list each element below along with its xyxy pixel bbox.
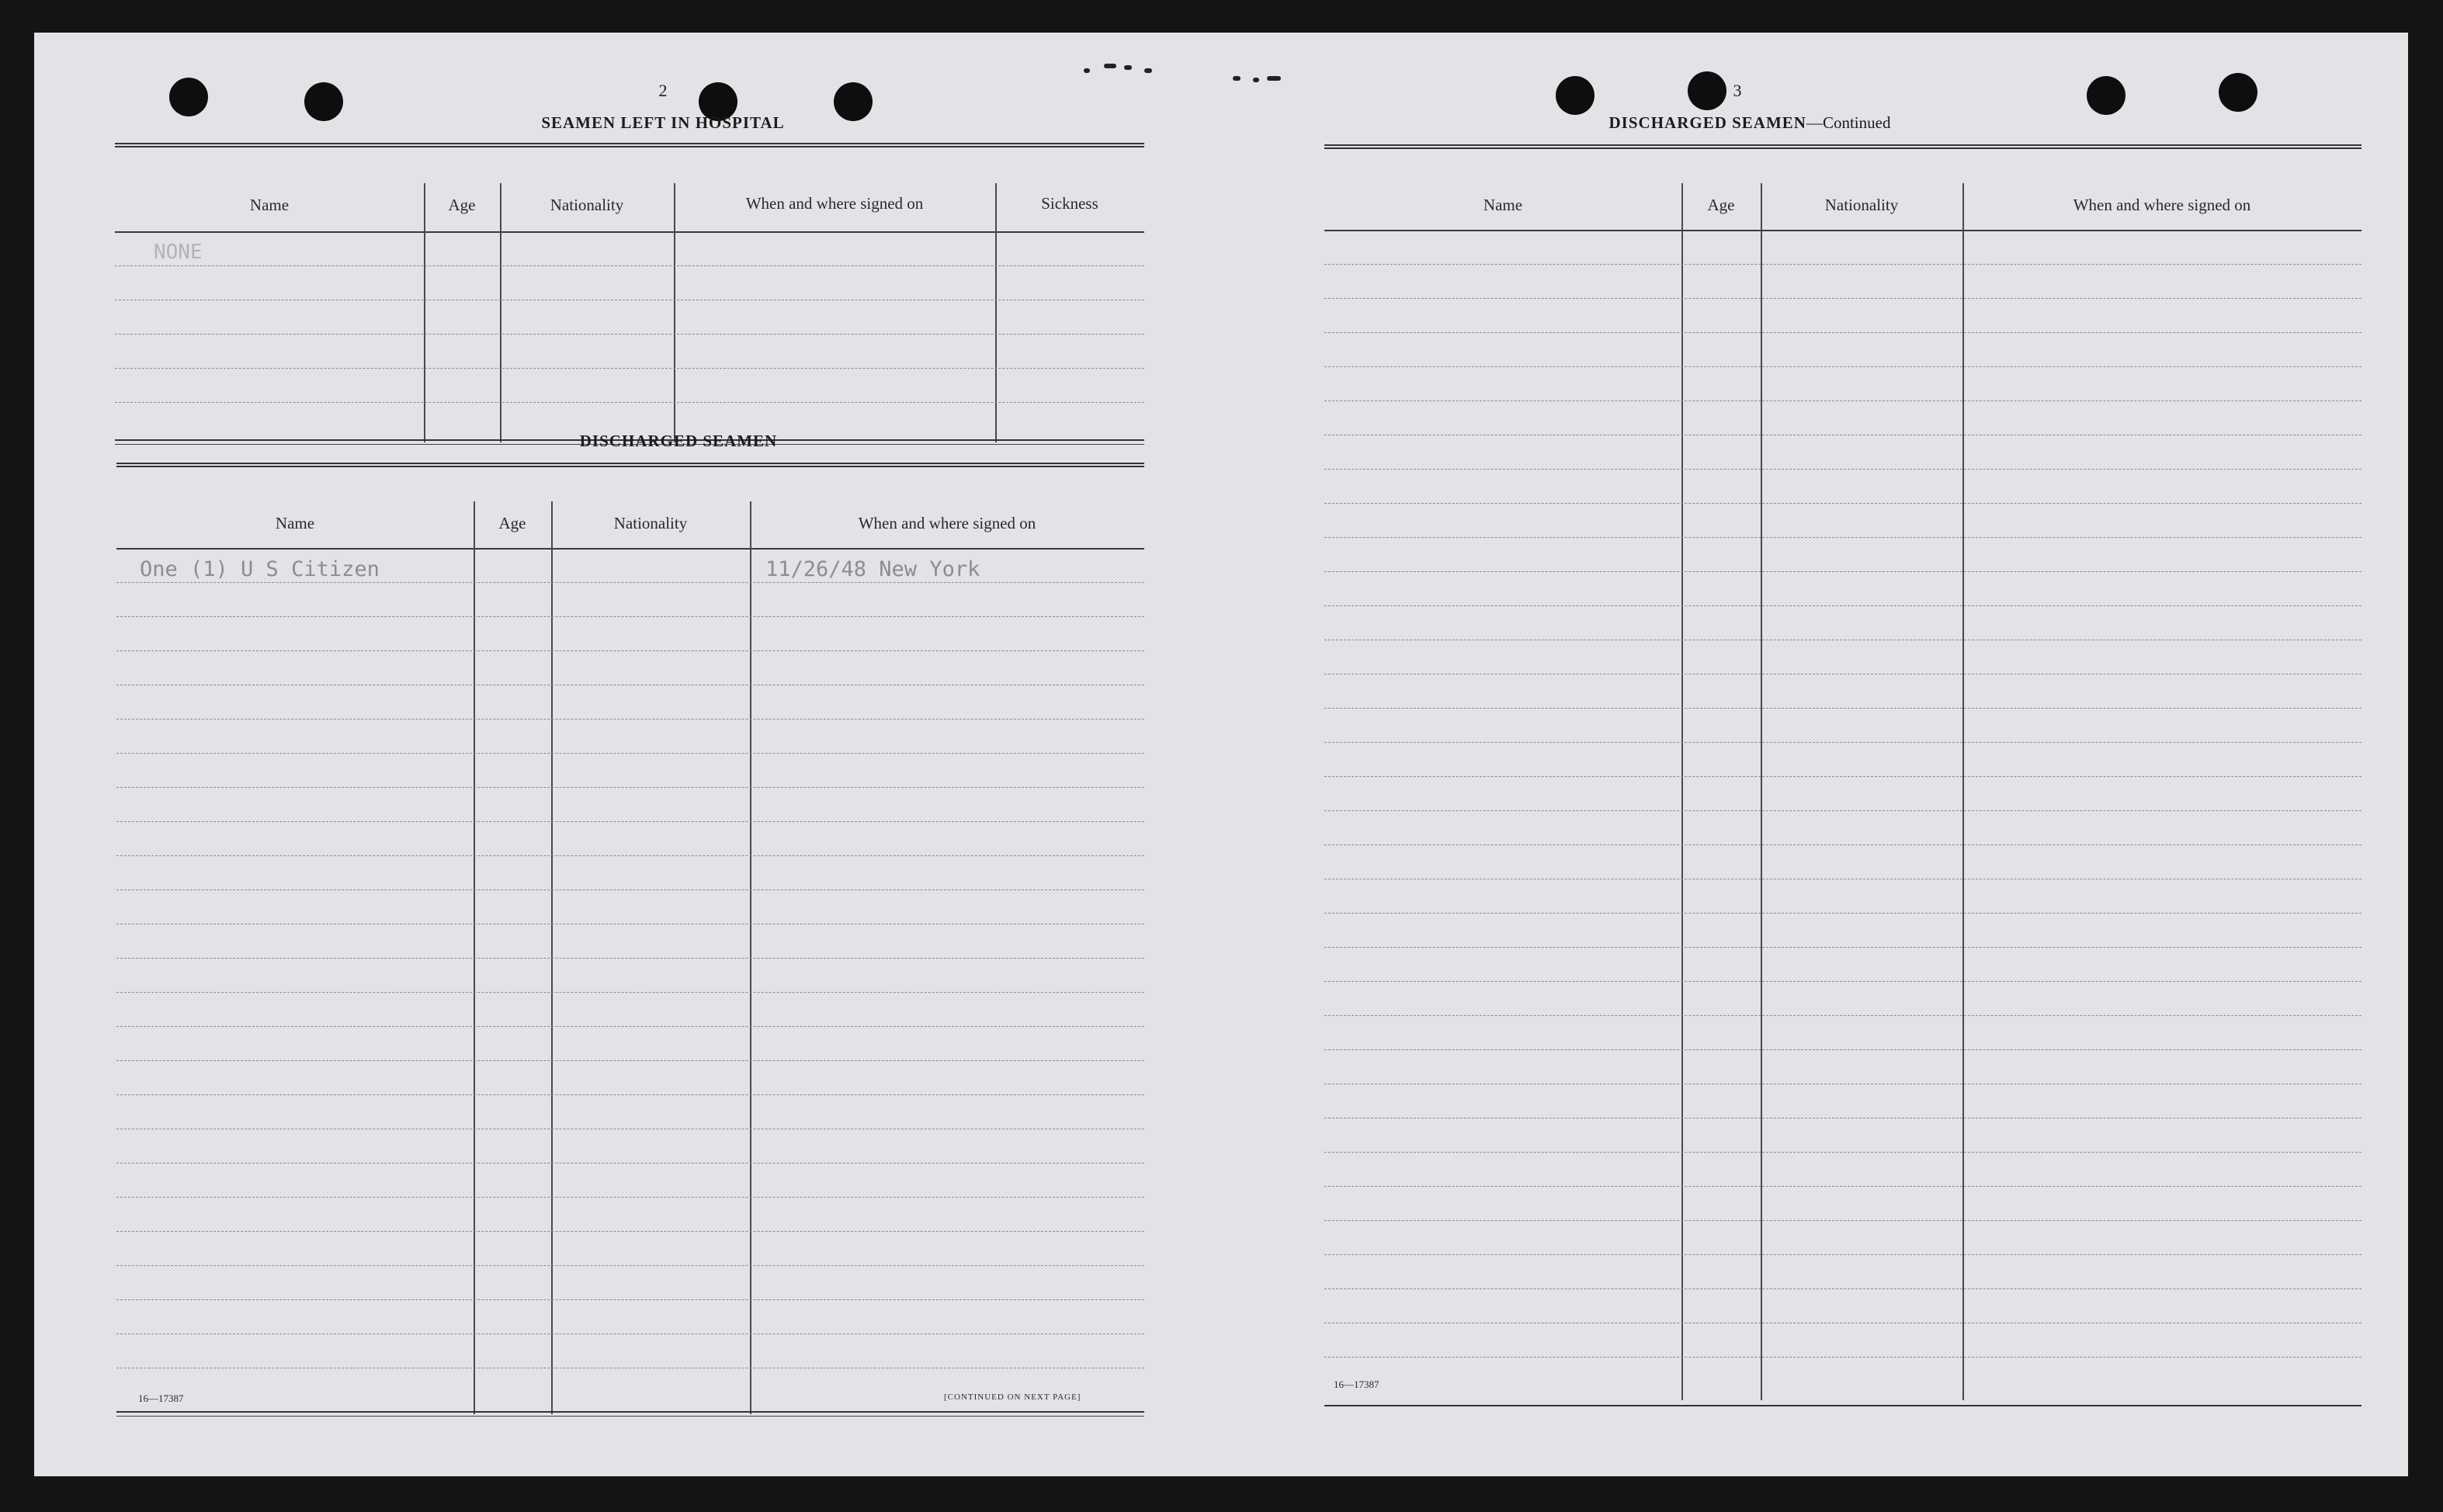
hospital-col-name: Name: [249, 196, 290, 214]
ink-speck: [1124, 65, 1132, 70]
page-right: [1222, 33, 2408, 1476]
row-rule: [1324, 503, 2361, 504]
hospital-col-sickness: Sickness: [1041, 194, 1098, 213]
row-rule: [116, 855, 1144, 856]
row-rule: [116, 1265, 1144, 1266]
title-text: DISCHARGED SEAMEN: [1608, 113, 1806, 132]
discharged-table: [116, 463, 1144, 1433]
discharged-entry-signed-on: 11/26/48 New York: [765, 557, 980, 581]
column-divider: [995, 183, 997, 442]
row-rule: [116, 1060, 1144, 1061]
page-left: [34, 33, 1222, 1476]
form-number: 16—17387: [138, 1392, 184, 1404]
row-rule: [116, 719, 1144, 720]
hospital-col-nationality: Nationality: [550, 196, 624, 214]
table-top-rule: [1324, 144, 2361, 149]
table-bottom-rule: [1324, 1405, 2361, 1406]
row-rule: [1324, 264, 2361, 265]
row-rule: [116, 582, 1144, 583]
column-divider: [500, 183, 501, 442]
row-rule: [1324, 913, 2361, 914]
continued-col-name: Name: [1483, 196, 1523, 214]
hospital-table: [115, 143, 1144, 446]
row-rule: [115, 368, 1144, 369]
row-rule: [1324, 1357, 2361, 1358]
punch-hole: [304, 82, 343, 121]
continued-note: [CONTINUED ON NEXT PAGE]: [944, 1392, 1081, 1402]
ink-speck: [1233, 76, 1241, 81]
row-rule: [116, 1094, 1144, 1095]
row-rule: [116, 1026, 1144, 1027]
row-rule: [1324, 1220, 2361, 1221]
discharged-col-signed-on: When and where signed on: [858, 514, 1036, 532]
row-rule: [1324, 776, 2361, 777]
row-rule: [1324, 1186, 2361, 1187]
row-rule: [1324, 605, 2361, 606]
ink-speck: [1144, 68, 1152, 73]
page-number: 2: [658, 81, 668, 100]
row-rule: [116, 753, 1144, 754]
header-rule: [1324, 230, 2361, 231]
table-top-rule: [115, 143, 1144, 147]
row-rule: [116, 787, 1144, 788]
ink-speck: [1084, 68, 1090, 73]
row-rule: [1324, 742, 2361, 743]
header-rule: [115, 231, 1144, 233]
row-rule: [116, 650, 1144, 651]
row-rule: [115, 265, 1144, 266]
header-rule: [116, 548, 1144, 550]
discharged-entry-name: One (1) U S Citizen: [140, 557, 380, 581]
punch-hole: [2219, 73, 2257, 112]
row-rule: [116, 1231, 1144, 1232]
continued-col-signed-on: When and where signed on: [2073, 196, 2251, 214]
hospital-entry-name: NONE: [154, 241, 203, 264]
row-rule: [1324, 571, 2361, 572]
row-rule: [1324, 981, 2361, 982]
page-number: 3: [1733, 81, 1742, 100]
row-rule: [1324, 674, 2361, 675]
title-suffix: —Continued: [1806, 113, 1891, 132]
table-bottom-rule: [116, 1416, 1144, 1417]
column-divider: [424, 183, 425, 442]
column-divider: [674, 183, 675, 442]
punch-hole: [2087, 76, 2125, 115]
row-rule: [116, 616, 1144, 617]
row-rule: [1324, 298, 2361, 299]
punch-hole: [169, 78, 208, 116]
table-top-rule: [116, 463, 1144, 467]
row-rule: [1324, 844, 2361, 845]
row-rule: [1324, 947, 2361, 948]
row-rule: [1324, 810, 2361, 811]
row-rule: [116, 992, 1144, 993]
row-rule: [1324, 1015, 2361, 1016]
row-rule: [1324, 1152, 2361, 1153]
row-rule: [1324, 332, 2361, 333]
row-rule: [116, 821, 1144, 822]
row-rule: [115, 334, 1144, 335]
continued-col-age: Age: [1707, 196, 1735, 214]
hospital-col-signed-on: When and where signed on: [745, 194, 924, 213]
row-rule: [116, 1299, 1144, 1300]
continued-col-nationality: Nationality: [1824, 196, 1899, 214]
hospital-col-age: Age: [448, 196, 476, 214]
row-rule: [116, 958, 1144, 959]
row-rule: [1324, 1288, 2361, 1289]
row-rule: [1324, 1049, 2361, 1050]
hospital-section-title: SEAMEN LEFT IN HOSPITAL: [541, 113, 785, 132]
discharged-section-title: DISCHARGED SEAMEN: [579, 432, 778, 450]
row-rule: [1324, 366, 2361, 367]
row-rule: [116, 1333, 1144, 1334]
discharged-col-age: Age: [498, 514, 526, 532]
ink-speck: [1253, 78, 1259, 82]
discharged-continued-title: [1532, 113, 1967, 133]
punch-hole: [1556, 76, 1595, 115]
scanned-document: [34, 33, 2408, 1476]
row-rule: [1324, 708, 2361, 709]
ink-speck: [1267, 76, 1281, 81]
discharged-col-name: Name: [275, 514, 315, 532]
row-rule: [116, 1197, 1144, 1198]
row-rule: [1324, 1254, 2361, 1255]
row-rule: [1324, 469, 2361, 470]
discharged-continued-table: [1324, 144, 2361, 1417]
row-rule: [115, 402, 1144, 403]
table-bottom-rule: [116, 1411, 1144, 1413]
ink-speck: [1104, 64, 1116, 68]
row-rule: [1324, 537, 2361, 538]
form-number: 16—17387: [1334, 1378, 1379, 1390]
discharged-col-nationality: Nationality: [613, 514, 688, 532]
